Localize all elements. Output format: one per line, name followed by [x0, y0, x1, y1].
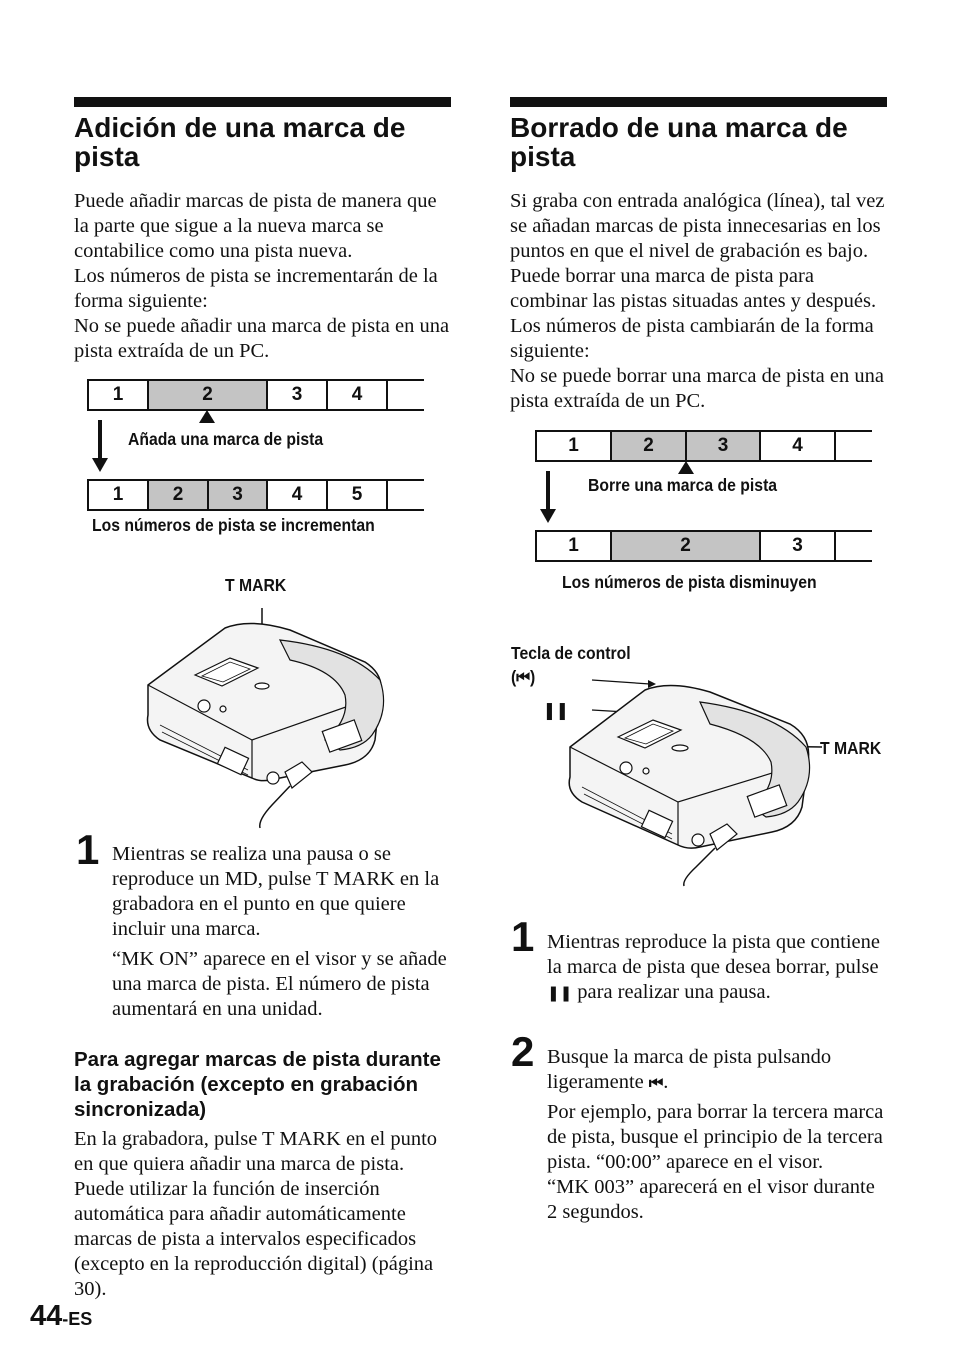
tmark-label-left: T MARK: [225, 575, 287, 595]
right-step1-text: [547, 930, 887, 1006]
erase-mark-label: Borre una marca de pista: [588, 475, 778, 495]
track-cell: 3: [759, 532, 834, 560]
left-step1-instruction: Mientras se realiza una pausa o se reproduce un MD, pulse T MARK en la grabadora en el punto en que quiere incluir una marca.: [112, 843, 440, 940]
previous-track-icon: ⏮: [516, 668, 531, 688]
track-bar-after-add: [87, 479, 424, 511]
right-step2-instruction: [547, 1045, 887, 1095]
track-cell: 1: [87, 481, 147, 509]
right-step2-text-b: .: [663, 1071, 669, 1093]
left-intro-p2: Los números de pista se incrementarán de la forma siguiente:: [74, 265, 438, 312]
left-step1-text: [112, 842, 452, 1022]
previous-track-icon: ⏮: [648, 1073, 664, 1092]
track-cell-open: [386, 481, 424, 509]
right-step2-text: [547, 1045, 887, 1225]
track-cell-open: [834, 432, 872, 460]
track-bar-before-erase: [535, 430, 872, 462]
left-heading: Adición de una marca de pista: [74, 112, 406, 172]
track-bar-after-erase: [535, 530, 872, 562]
page-number-suffix: -ES: [62, 1309, 93, 1329]
down-arrow-icon: [539, 471, 557, 523]
left-intro-p1: Puede añadir marcas de pista de manera que la parte que sigue a la nueva marca se contabilice como una pista nueva.: [74, 190, 437, 262]
step-number: 2: [511, 1028, 535, 1075]
right-step2-text-a: Busque la marca de pista pulsando ligeramente: [547, 1046, 832, 1093]
md-recorder-illustration-left: [140, 600, 390, 830]
track-cell: 2: [610, 532, 759, 560]
page-number: [30, 1300, 92, 1333]
right-heading-rule: [510, 97, 887, 107]
pause-icon: ❚❚: [547, 984, 573, 1002]
prev-key-label: [511, 667, 535, 688]
step-number: 1: [511, 913, 535, 960]
left-step1-result: “MK ON” aparece en el visor y se añade una marca de pista. El número de pista aumentará en una unidad.: [112, 948, 447, 1020]
track-cell: 2: [147, 481, 207, 509]
prev-key-open: (: [511, 667, 517, 687]
left-intro-p3: No se puede añadir una marca de pista en una pista extraída de un PC.: [74, 315, 450, 362]
track-bar-before-add: [87, 379, 424, 411]
right-step1-text-a: Mientras reproduce la pista que contiene la marca de pista que desea borrar, pulse: [547, 931, 880, 978]
tmark-label-right: T MARK: [820, 738, 882, 758]
right-step1-text-b: para realizar una pausa.: [572, 981, 771, 1003]
step-number: 1: [76, 826, 100, 873]
track-cell-open: [386, 381, 424, 409]
track-cell: 4: [759, 432, 834, 460]
right-step2-example: Por ejemplo, para borrar la tercera marca de pista, busque el principio de la tercera pista. “00:00” aparece en el visor.: [547, 1101, 884, 1173]
track-cell: 2: [147, 381, 266, 409]
track-cell: 1: [87, 381, 147, 409]
left-subheading: Para agregar marcas de pista durante la grabación (excepto en grabación sincronizada): [74, 1048, 441, 1121]
page-number-value: 44: [30, 1300, 63, 1332]
track-cell: 4: [266, 481, 326, 509]
left-heading-rule: [74, 97, 451, 107]
left-subtext: En la grabadora, pulse T MARK en el punto en que quiera añadir una marca de pista. Puede utilizar la función de inserción automática para añadir automáticamente marcas de pista a intervalos especificados (excepto en la reproducción digital) (página 30).: [74, 1128, 438, 1300]
right-heading: Borrado de una marca de pista: [510, 112, 848, 172]
right-intro-p2: No se puede borrar una marca de pista en una pista extraída de un PC.: [510, 365, 884, 412]
track-cell: 3: [207, 481, 266, 509]
right-intro-p1: Si graba con entrada analógica (línea), tal vez se añadan marcas de pista innecesarias en los puntos en que el nivel de grabación es bajo. Puede borrar una marca de pista para combinar las pistas situadas antes y después. Los números de pista cambiarán de la forma siguiente:: [510, 190, 885, 362]
track-cell: 1: [535, 432, 610, 460]
track-cell-open: [834, 532, 872, 560]
track-cell: 3: [685, 432, 759, 460]
add-mark-label: Añada una marca de pista: [128, 429, 324, 449]
mark-pointer-icon: [199, 410, 215, 424]
track-cell: 5: [326, 481, 386, 509]
mark-pointer-icon: [678, 461, 694, 475]
increment-caption: Los números de pista se incrementan: [92, 515, 375, 535]
track-cell: 1: [535, 532, 610, 560]
pause-icon: ❚❚: [543, 701, 569, 721]
prev-key-close: ): [530, 667, 536, 687]
track-cell: 2: [610, 432, 685, 460]
track-cell: 3: [266, 381, 326, 409]
right-intro: [510, 189, 890, 414]
md-recorder-illustration-right: [560, 672, 830, 887]
track-cell: 4: [326, 381, 386, 409]
right-step2-result: “MK 003” aparecerá en el visor durante 2 segundos.: [547, 1176, 875, 1223]
down-arrow-icon: [91, 420, 109, 472]
left-intro: [74, 189, 454, 364]
decrement-caption: Los números de pista disminuyen: [562, 572, 817, 592]
control-key-label: Tecla de control: [511, 643, 631, 663]
